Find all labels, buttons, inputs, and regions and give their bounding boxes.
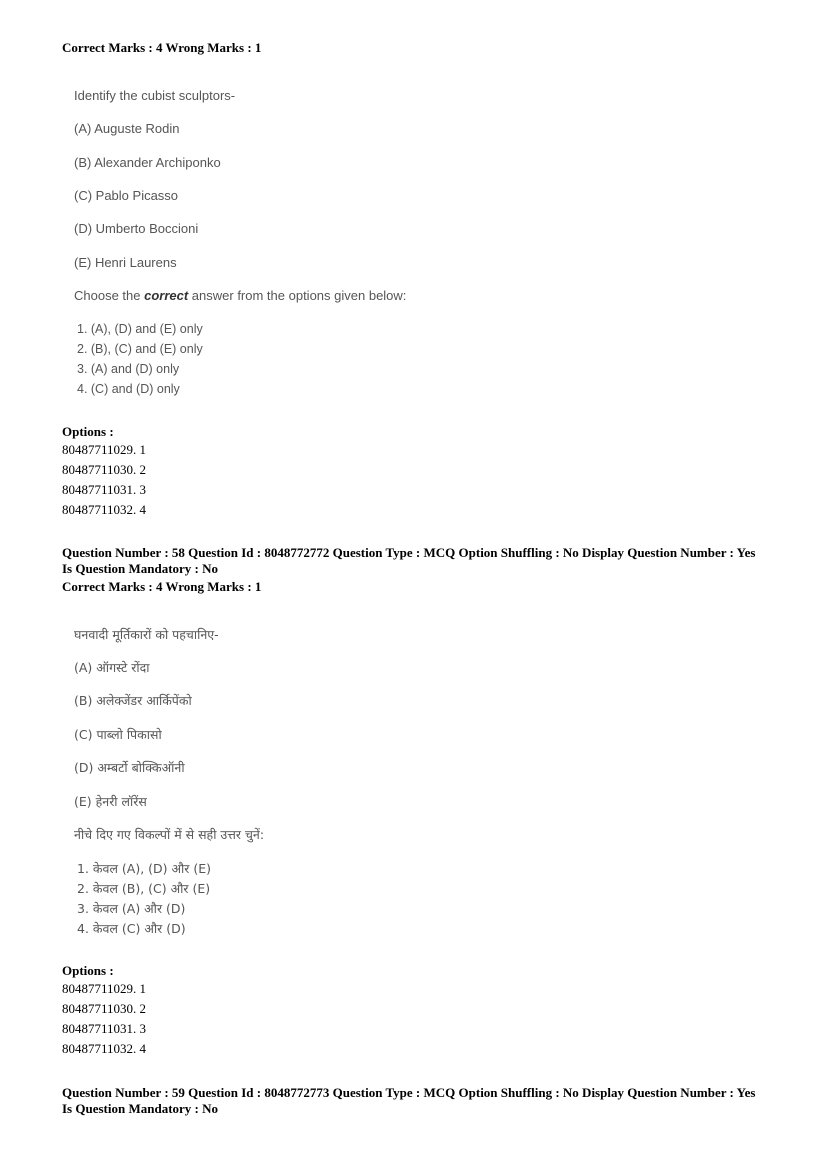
option-id: 80487711030. 2 [62,462,147,477]
question-item: (C) पाब्लो पिकासो [74,727,162,742]
answer-choice: 2. केवल (B), (C) और (E) [77,881,211,896]
options-list [62,979,146,1059]
question-stem: Identify the cubist sculptors- [74,88,236,103]
option-id: 80487711031. 3 [62,1021,147,1036]
option-id: 80487711032. 4 [62,502,147,517]
question-header-line: Question Number : 59 Question Id : 8048772773 Question Type : MCQ Option Shuffling : No Display Question Number : Yes [62,1085,756,1100]
question-mandatory-line: Is Question Mandatory : No [62,561,219,576]
answer-choice: 1. (A), (D) and (E) only [77,322,203,336]
marks-line: Correct Marks : 4 Wrong Marks : 1 [62,579,262,594]
question-item: (B) Alexander Archiponko [74,155,221,170]
answer-choice: 4. केवल (C) और (D) [77,921,186,936]
question-item: (D) Umberto Boccioni [74,221,199,236]
option-id: 80487711030. 2 [62,1001,147,1016]
question-item: (E) Henri Laurens [74,255,177,270]
option-id: 80487711032. 4 [62,1041,147,1056]
question-header [62,1085,782,1117]
option-id: 80487711029. 1 [62,981,147,996]
answer-choice: 3. (A) and (D) only [77,362,180,376]
question-header-line: Question Number : 58 Question Id : 8048772772 Question Type : MCQ Option Shuffling : No Display Question Number : Yes [62,545,756,560]
answer-choice: 2. (B), (C) and (E) only [77,342,203,356]
question-mandatory-line: Is Question Mandatory : No [62,1101,219,1116]
question-stem: घनवादी मूर्तिकारों को पहचानिए- [74,627,219,642]
question-item: (B) अलेक्जेंडर आर्किपेंको [74,693,192,708]
question-header [62,545,782,595]
choose-instruction: नीचे दिए गए विकल्पों में से सही उत्तर चुनें: [74,827,265,842]
answer-choice: 3. केवल (A) और (D) [77,901,186,916]
option-id: 80487711031. 3 [62,482,147,497]
options-label: Options : [62,424,114,439]
answer-choice: 4. (C) and (D) only [77,382,180,396]
answer-choice: 1. केवल (A), (D) और (E) [77,861,212,876]
options-list [62,440,146,520]
question-item: (A) ऑगस्टे रोंदा [74,660,150,675]
marks-line: Correct Marks : 4 Wrong Marks : 1 [62,40,262,55]
options-label: Options : [62,963,114,978]
question-item: (D) अम्बर्टो बोक्किऑनी [74,760,185,775]
question-item: (E) हेनरी लॉरेंस [74,794,147,809]
option-id: 80487711029. 1 [62,442,147,457]
question-item: (A) Auguste Rodin [74,121,180,136]
choose-instruction: Choose the correct answer from the options given below: [74,288,407,303]
question-item: (C) Pablo Picasso [74,188,179,203]
